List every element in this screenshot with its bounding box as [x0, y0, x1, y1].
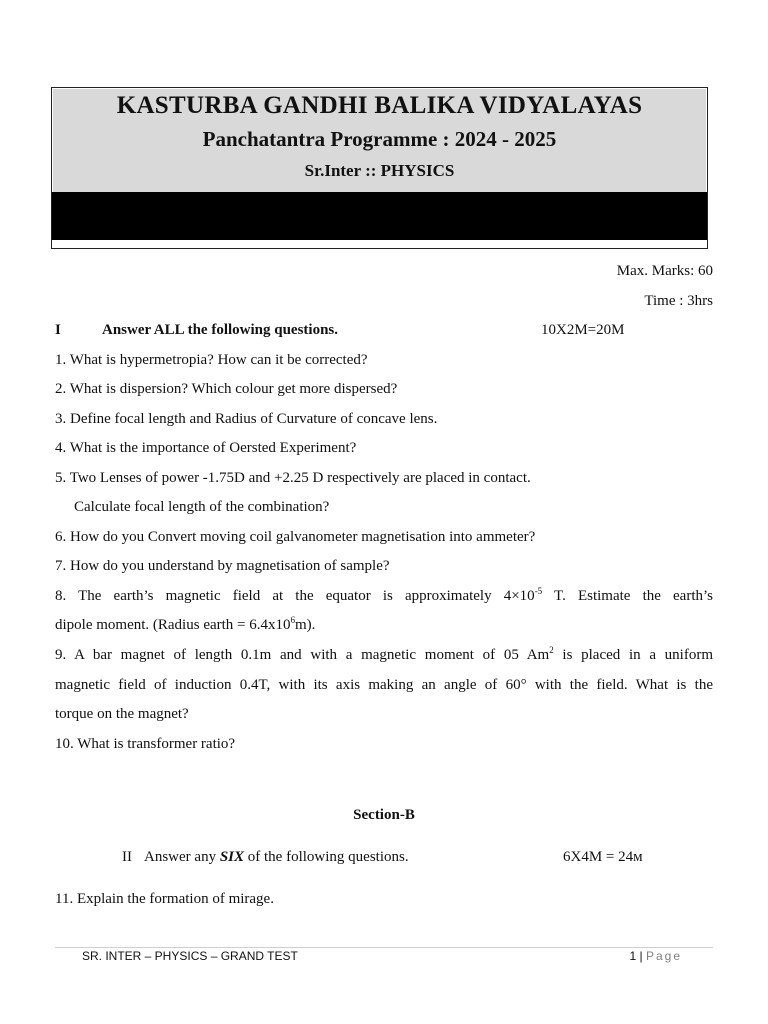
question-6: 6. How do you Convert moving coil galvanometer magnetisation into ammeter? — [55, 529, 536, 545]
question-2: 2. What is dispersion? Which colour get more dispersed? — [55, 381, 398, 397]
header-black-bar — [52, 192, 707, 240]
section-b-instruction-b: of the following questions. — [244, 849, 409, 865]
section-a-roman: I — [55, 322, 61, 338]
question-5-line-1: 5. Two Lenses of power -1.75D and +2.25 D respectively are placed in contact. — [55, 470, 531, 486]
footer-page-number: 1 — [629, 949, 637, 963]
section-b-roman: II — [122, 849, 132, 865]
section-b-title: Section-B — [353, 807, 415, 823]
q8-text-c: dipole moment. (Radius earth = 6.4x10 — [55, 617, 291, 633]
question-9-line-3: torque on the magnet? — [55, 706, 189, 722]
footer-page-label — [629, 949, 682, 963]
q8-exponent-2: 6 — [290, 615, 296, 625]
question-8-line-1 — [55, 587, 713, 605]
question-5-line-2: Calculate focal length of the combination? — [74, 499, 330, 515]
question-3: 3. Define focal length and Radius of Curvature of concave lens. — [55, 411, 438, 427]
question-7: 7. How do you understand by magnetisation of sample? — [55, 558, 390, 574]
school-name: KASTURBA GANDHI BALIKA VIDYALAYAS — [116, 92, 643, 119]
section-b-instruction-a: Answer any — [144, 849, 220, 865]
q9-text-b: is placed in a uniform — [553, 647, 714, 663]
max-marks: Max. Marks: 60 — [616, 263, 713, 279]
q8-text-a: 8. The earth’s magnetic field at the equator is approximately 4×10 — [55, 588, 535, 604]
question-9-line-1 — [55, 646, 713, 664]
programme-title: Panchatantra Programme : 2024 - 2025 — [202, 127, 557, 151]
question-9-line-2: magnetic field of induction 0.4T, with its axis making an angle of 60° with the field. What is the — [55, 677, 713, 693]
footer-divider — [55, 947, 713, 948]
section-b-instruction — [144, 848, 409, 866]
q8-text-d: m). — [295, 617, 316, 633]
header-box — [51, 87, 708, 249]
question-11: 11. Explain the formation of mirage. — [55, 891, 274, 907]
class-subject: Sr.Inter :: PHYSICS — [304, 161, 455, 180]
question-1: 1. What is hypermetropia? How can it be corrected? — [55, 352, 368, 368]
q8-exponent-1: -5 — [534, 586, 543, 596]
header-title-band — [53, 89, 706, 192]
section-b-instruction-emphasis: SIX — [219, 849, 245, 865]
q9-exponent: 2 — [549, 645, 554, 655]
question-4: 4. What is the importance of Oersted Experiment? — [55, 440, 357, 456]
footer-page-word: Page — [645, 949, 682, 963]
footer-title: SR. INTER – PHYSICS – GRAND TEST — [82, 949, 298, 963]
section-a-marks: 10X2M=20M — [541, 322, 625, 338]
q9-text-a: 9. A bar magnet of length 0.1m and with a magnetic moment of 05 Am — [55, 647, 550, 663]
section-b-marks: 6X4M = 24м — [563, 849, 643, 865]
section-a-instruction: Answer ALL the following questions. — [102, 322, 339, 338]
q8-text-b: T. Estimate the earth’s — [542, 588, 713, 604]
footer-separator: | — [639, 949, 643, 963]
question-10: 10. What is transformer ratio? — [55, 736, 236, 752]
question-8-line-2 — [55, 616, 315, 634]
exam-time: Time : 3hrs — [644, 293, 713, 309]
